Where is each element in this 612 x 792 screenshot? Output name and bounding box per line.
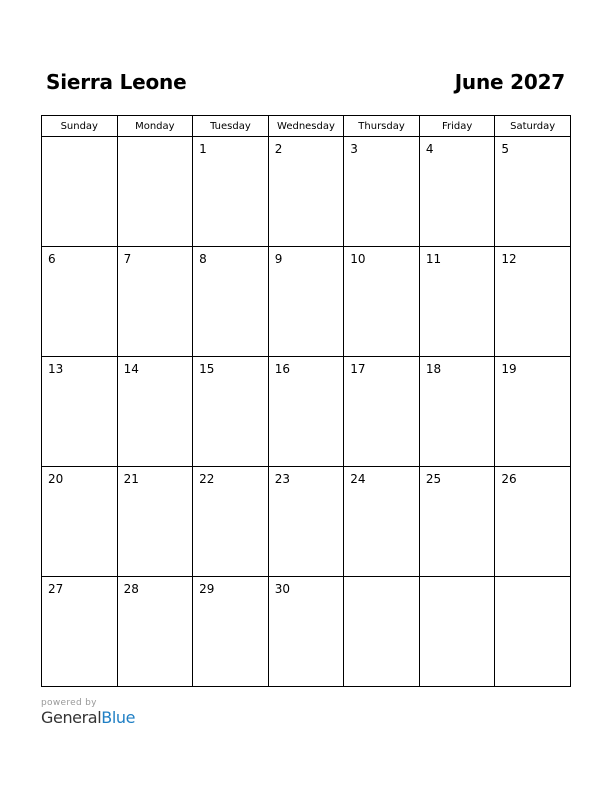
day-number: 8 (199, 252, 207, 266)
day-cell (495, 357, 571, 467)
day-number: 4 (425, 142, 434, 156)
weekday-thursday: Thursday (344, 116, 420, 137)
day-cell (268, 137, 344, 247)
month-year-title: June 2027 (454, 70, 565, 94)
day-cell (495, 247, 571, 357)
week-row (42, 577, 571, 687)
logo-text-general: General (41, 708, 102, 727)
day-cell (42, 137, 118, 247)
day-number (495, 577, 570, 582)
day-number: 18 (425, 362, 442, 376)
day-cell (419, 137, 495, 247)
day-number: 20 (48, 472, 64, 486)
generalblue-logo[interactable] (41, 708, 135, 727)
day-cell (193, 137, 269, 247)
day-number: 1 (199, 142, 207, 156)
day-cell (117, 357, 193, 467)
day-number: 15 (199, 362, 215, 376)
day-number: 22 (199, 472, 215, 486)
day-cell (419, 467, 495, 577)
day-number: 5 (501, 142, 510, 156)
day-number: 6 (48, 252, 56, 266)
week-row (42, 357, 571, 467)
logo-text-blue: Blue (101, 708, 136, 727)
day-cell (344, 467, 420, 577)
weekday-sunday: Sunday (42, 116, 118, 137)
day-number: 25 (425, 472, 442, 486)
day-cell (495, 577, 571, 687)
day-number: 23 (274, 472, 290, 486)
day-cell (42, 357, 118, 467)
day-number: 29 (199, 582, 215, 596)
day-cell (419, 577, 495, 687)
day-number: 16 (274, 362, 290, 376)
day-cell (117, 577, 193, 687)
weekday-friday: Friday (419, 116, 495, 137)
day-cell (344, 247, 420, 357)
weekday-saturday: Saturday (495, 116, 571, 137)
day-cell (268, 357, 344, 467)
weekday-tuesday: Tuesday (193, 116, 269, 137)
day-cell (419, 357, 495, 467)
day-number: 2 (274, 142, 283, 156)
country-title: Sierra Leone (46, 70, 187, 94)
week-row (42, 467, 571, 577)
day-number (42, 137, 117, 142)
day-number: 28 (123, 582, 139, 596)
day-number: 14 (123, 362, 139, 376)
day-cell (268, 577, 344, 687)
day-number (118, 137, 193, 142)
day-cell (344, 137, 420, 247)
day-cell (42, 577, 118, 687)
week-row (42, 137, 571, 247)
day-number (344, 577, 419, 582)
day-cell (419, 247, 495, 357)
day-cell (117, 247, 193, 357)
day-cell (193, 577, 269, 687)
weekday-header-row (42, 116, 571, 137)
day-number: 17 (350, 362, 366, 376)
weekday-wednesday: Wednesday (268, 116, 344, 137)
day-cell (193, 357, 269, 467)
day-cell (193, 247, 269, 357)
day-number: 13 (48, 362, 64, 376)
day-cell (495, 467, 571, 577)
week-row (42, 247, 571, 357)
day-cell (344, 357, 420, 467)
powered-by-text: powered by (41, 698, 97, 708)
day-cell (117, 137, 193, 247)
calendar-grid (41, 115, 571, 687)
day-cell (42, 467, 118, 577)
day-number: 24 (350, 472, 366, 486)
day-cell (268, 467, 344, 577)
day-number: 21 (123, 472, 139, 486)
day-number: 26 (501, 472, 517, 486)
day-cell (42, 247, 118, 357)
day-number (420, 577, 495, 582)
day-number: 19 (501, 362, 517, 376)
day-number: 12 (501, 252, 517, 266)
day-cell (344, 577, 420, 687)
day-number: 30 (274, 582, 290, 596)
day-cell (117, 467, 193, 577)
day-number: 7 (123, 252, 132, 266)
day-cell (495, 137, 571, 247)
day-number: 27 (48, 582, 64, 596)
day-number: 3 (350, 142, 358, 156)
day-cell (193, 467, 269, 577)
day-number: 11 (425, 252, 442, 266)
weekday-monday: Monday (117, 116, 193, 137)
day-number: 10 (350, 252, 366, 266)
day-number: 9 (274, 252, 283, 266)
day-cell (268, 247, 344, 357)
